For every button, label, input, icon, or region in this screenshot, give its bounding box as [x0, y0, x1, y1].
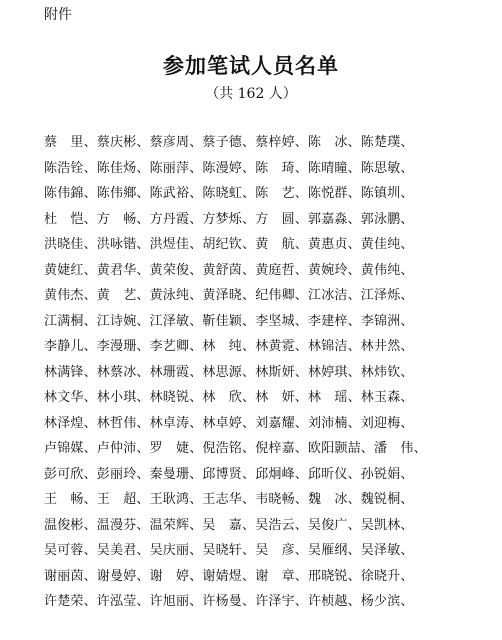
name-row: 杜 恺、方 畅、方丹霞、方梦烁、方 圆、郭嘉淼、郭泳鹏、: [44, 211, 414, 227]
page-title: 参加笔试人员名单: [163, 54, 339, 78]
name-row: 林泽煌、林哲伟、林卓涛、林卓婷、刘嘉耀、刘沛楠、刘迎梅、: [44, 415, 414, 431]
name-row: 李静儿、李漫珊、李艺卿、林 纯、林黄霓、林锦洁、林井然、: [44, 339, 414, 354]
name-row: 王 畅、王 超、王耿鸿、王志华、韦晓畅、魏 冰、魏锐桐、: [44, 492, 414, 507]
attachment-label: 附件: [44, 7, 72, 23]
name-row: 黄伟杰、黄 艺、黄泳纯、黄泽晓、纪伟卿、江冰洁、江泽烁、: [44, 288, 414, 303]
name-list: [44, 130, 484, 615]
headcount-subtitle: （共 162 人）: [205, 86, 297, 102]
name-row: 彭可欣、彭丽玲、秦曼珊、邱博贤、邱炯峰、邱昕仪、孙锐娟、: [44, 466, 414, 482]
name-row: 洪晓佳、洪咏锴、洪煜佳、胡纪钦、黄 航、黄惠贞、黄佳纯、: [44, 237, 414, 252]
name-row: 蔡 里、蔡庆彬、蔡彦周、蔡子德、蔡梓婷、陈 冰、陈楚璞、: [44, 135, 414, 150]
name-row: 许楚荣、许泓莹、许旭丽、许杨曼、许泽宇、许桢越、杨少滨、: [44, 594, 414, 609]
name-row: 谢丽茵、谢曼婷、谢 婷、谢婧煜、谢 章、邢晓锐、徐晓升、: [44, 568, 414, 584]
name-row: 陈伟錦、陈伟鄉、陈武裕、陈晓虹、陈 艺、陈悦群、陈镇圳、: [44, 186, 414, 201]
name-row: 林满锋、林蔡冰、林珊霞、林思源、林斯妍、林婷琪、林炜钦、: [44, 364, 414, 380]
name-row: 陈浩铨、陈佳炀、陈丽萍、陈漫婷、陈 琦、陈晴瞳、陈思敏、: [44, 160, 414, 176]
name-row: 江满桐、江诗婉、江泽敏、靳佳颖、李坚城、李建梓、李锦洲、: [44, 313, 414, 329]
name-row: 卢锦媒、卢仲沛、罗 婕、倪浩铭、倪梓嘉、欧阳颢喆、潘 伟、: [44, 441, 427, 456]
name-row: 温俊彬、温漫芬、温荣辉、吴 嘉、吴浩云、吴俊广、吴凯林、: [44, 517, 414, 533]
name-row: 林文华、林小琪、林晓锐、林 欣、林 妍、林 瑶、林玉森、: [44, 390, 414, 405]
name-row: 黄婕红、黄君华、黄荣俊、黄舒茵、黄庭哲、黄婉玲、黄伟纯、: [44, 262, 414, 278]
name-row: 吴可蓉、吴美君、吴庆丽、吴晓轩、吴 彦、吴雁纲、吴泽敏、: [44, 543, 414, 558]
